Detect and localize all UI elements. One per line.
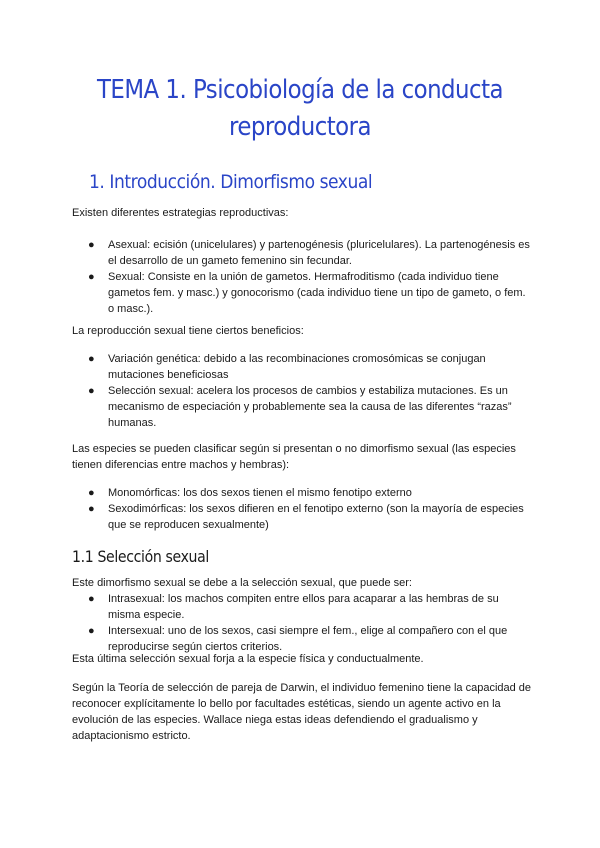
subsection-heading-seleccion-sexual: 1.1 Selección sexual xyxy=(72,547,209,566)
selection-intro: Este dimorfismo sexual se debe a la selección sexual, que puede ser: xyxy=(72,577,412,589)
classification-intro: Las especies se pueden clasificar según si presentan o no dimorfismo sexual (las especies tienen diferencias entre machos y hembras): xyxy=(72,443,516,471)
darwin-paragraph: Según la Teoría de selección de pareja de Darwin, el individuo femenino tiene la capacidad de reconocer explícitamente lo bello por facultades estéticas, siendo un agente activo en la evolución de las especies. Wallace niega estas ideas defendiendo el gradualismo y adaptacionismo estricto. xyxy=(72,682,532,742)
list-item-text: Sexodimórficas: los sexos difieren en el fenotipo externo (son la mayoría de especies que se reproducen sexualmente) xyxy=(108,503,524,531)
bullet-icon: ● xyxy=(88,239,95,251)
list-item xyxy=(72,485,532,501)
benefits-intro: La reproducción sexual tiene ciertos beneficios: xyxy=(72,325,304,337)
bullet-icon: ● xyxy=(88,503,95,515)
bullet-icon: ● xyxy=(88,385,95,397)
section-heading-introduccion: 1. Introducción. Dimorfismo sexual xyxy=(89,171,373,193)
list-item xyxy=(72,501,532,533)
selection-conclusion: Esta última selección sexual forja a la especie física y conductualmente. xyxy=(72,653,424,665)
bullet-icon: ● xyxy=(88,487,95,499)
list-item-text: Selección sexual: acelera los procesos de cambios y estabiliza mutaciones. Es un mecanismo de especiación y probablemente sea la causa de las diferentes “razas” humanas. xyxy=(108,385,512,429)
bullet-icon: ● xyxy=(88,353,95,365)
list-item xyxy=(72,351,532,383)
benefits-list xyxy=(72,351,532,431)
list-item-text: Sexual: Consiste en la unión de gametos. Hermafroditismo (cada individuo tiene gametos fem. y masc.) y gonocorismo (cada individuo tiene un tipo de gameto, o fem. o masc.). xyxy=(108,271,526,315)
bullet-icon: ● xyxy=(88,593,95,605)
list-item-text: Intrasexual: los machos compiten entre ellos para acaparar a las hembras de su misma especie. xyxy=(108,593,499,621)
list-item xyxy=(72,591,532,623)
page-title: TEMA 1. Psicobiología de la conducta reproductora xyxy=(96,75,504,142)
list-item-text: Monomórficas: los dos sexos tienen el mismo fenotipo externo xyxy=(108,487,412,499)
list-item-text: Asexual: ecisión (unicelulares) y partenogénesis (pluricelulares). La partenogénesis es el desarrollo de un gameto femenino sin fecundar. xyxy=(108,239,530,267)
classification-list xyxy=(72,485,532,533)
list-item xyxy=(72,383,532,431)
list-item xyxy=(72,269,532,317)
list-item-text: Intersexual: uno de los sexos, casi siempre el fem., elige al compañero con el que reproducirse según ciertos criterios. xyxy=(108,625,508,653)
strategies-list xyxy=(72,237,532,317)
list-item xyxy=(72,237,532,269)
list-item-text: Variación genética: debido a las recombinaciones cromosómicas se conjugan mutaciones beneficiosas xyxy=(108,353,486,381)
bullet-icon: ● xyxy=(88,625,95,637)
bullet-icon: ● xyxy=(88,271,95,283)
selection-types-list xyxy=(72,591,532,655)
strategies-intro: Existen diferentes estrategias reproductivas: xyxy=(72,207,289,219)
